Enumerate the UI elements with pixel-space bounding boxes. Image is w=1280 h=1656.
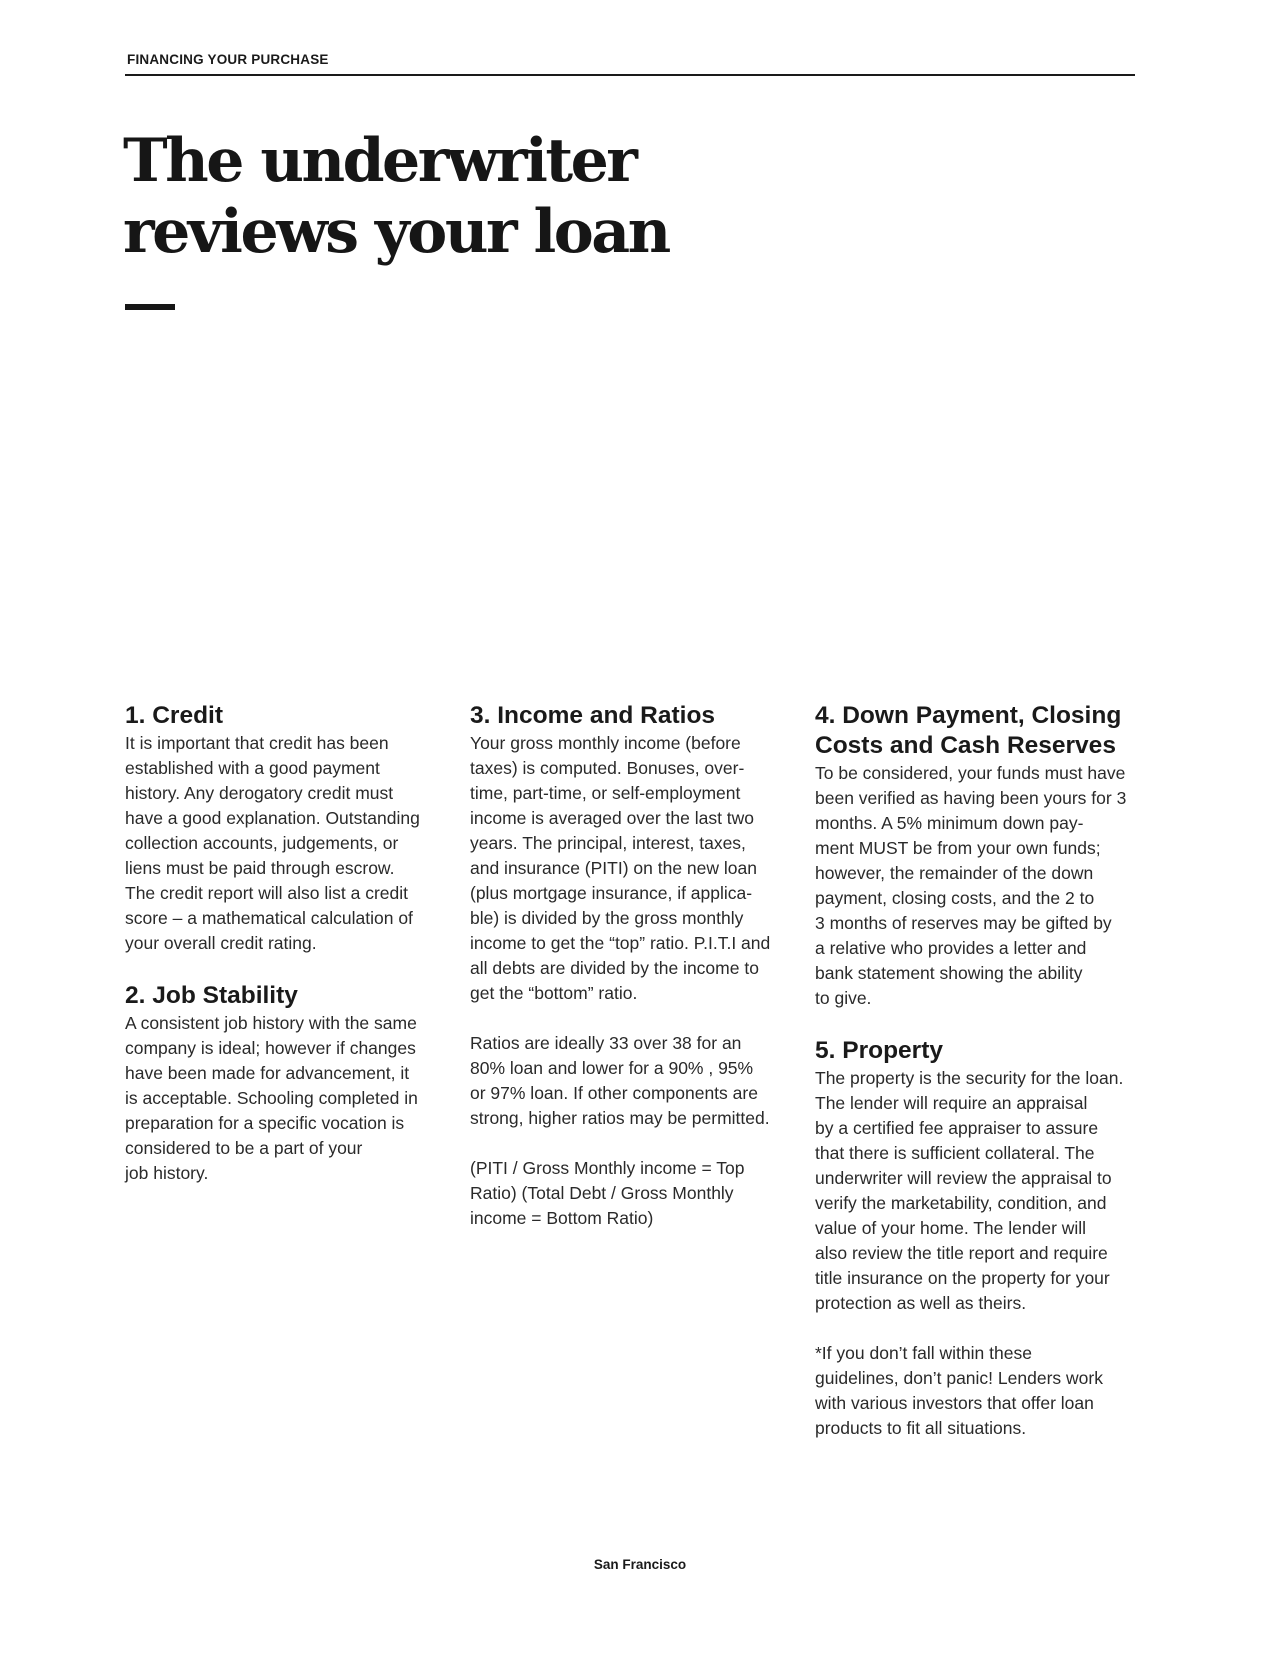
job-line: considered to be a part of your (125, 1138, 363, 1158)
guidelines-note (815, 1341, 1145, 1441)
ratios-line: 80% loan and lower for a 90% , 95% (470, 1058, 754, 1078)
credit-line: liens must be paid through escrow. (125, 858, 395, 878)
note-line: with various investors that offer loan (815, 1393, 1094, 1413)
header-rule (125, 74, 1135, 76)
credit-line: history. Any derogatory credit must (125, 783, 394, 803)
ratios-line: or 97% loan. If other components are (470, 1083, 758, 1103)
column-3 (815, 701, 1145, 1441)
property-line: also review the title report and require (815, 1243, 1108, 1263)
income-body (470, 731, 800, 1006)
down-payment-line: To be considered, your funds must have (815, 763, 1126, 783)
property-line: title insurance on the property for your (815, 1268, 1110, 1288)
income-line: and insurance (PITI) on the new loan (470, 858, 757, 878)
property-line: value of your home. The lender will (815, 1218, 1087, 1238)
property-line: The property is the security for the loan. (815, 1068, 1124, 1088)
income-line: years. The principal, interest, taxes, (470, 833, 746, 853)
note-line: guidelines, don’t panic! Lenders work (815, 1368, 1103, 1388)
property-heading: 5. Property (815, 1037, 943, 1064)
credit-body (125, 731, 455, 956)
down-payment-heading-line: 4. Down Payment, Closing (815, 702, 1122, 729)
note-line: *If you don’t fall within these (815, 1343, 1032, 1363)
down-payment-line: ment MUST be from your own funds; (815, 838, 1101, 858)
title-dash (125, 304, 175, 310)
ratio-formula (470, 1156, 800, 1231)
note-line: products to fit all situations. (815, 1418, 1027, 1438)
job-line: job history. (125, 1163, 209, 1183)
ratios-line: Ratios are ideally 33 over 38 for an (470, 1033, 742, 1053)
job-stability-body (125, 1011, 455, 1186)
property-line: underwriter will review the appraisal to (815, 1168, 1112, 1188)
property-line: by a certified fee appraiser to assure (815, 1118, 1099, 1138)
formula-line: income = Bottom Ratio) (470, 1208, 654, 1228)
down-payment-line: bank statement showing the ability (815, 963, 1083, 983)
income-line: income to get the “top” ratio. P.I.T.I and (470, 933, 771, 953)
job-line: preparation for a specific vocation is (125, 1113, 405, 1133)
job-stability-heading: 2. Job Stability (125, 982, 298, 1009)
job-line: have been made for advancement, it (125, 1063, 410, 1083)
income-line: income is averaged over the last two (470, 808, 755, 828)
down-payment-body (815, 761, 1145, 1011)
credit-line: have a good explanation. Outstanding (125, 808, 420, 828)
income-line: get the “bottom” ratio. (470, 983, 638, 1003)
down-payment-heading (815, 701, 1145, 761)
down-payment-line: however, the remainder of the down (815, 863, 1094, 883)
page-title-line-1: The underwriter (123, 126, 636, 196)
income-heading: 3. Income and Ratios (470, 702, 716, 729)
formula-line: Ratio) (Total Debt / Gross Monthly (470, 1183, 734, 1203)
income-line: ble) is divided by the gross monthly (470, 908, 744, 928)
down-payment-line: 3 months of reserves may be gifted by (815, 913, 1112, 933)
credit-line: It is important that credit has been (125, 733, 389, 753)
credit-line: The credit report will also list a credit (125, 883, 409, 903)
credit-line: collection accounts, judgements, or (125, 833, 399, 853)
section-label: FINANCING YOUR PURCHASE (127, 52, 329, 67)
page-title-line-2: reviews your loan (123, 197, 669, 267)
job-line: company is ideal; however if changes (125, 1038, 416, 1058)
income-line: time, part-time, or self-employment (470, 783, 741, 803)
property-body (815, 1066, 1145, 1316)
column-2 (470, 701, 800, 1231)
column-1 (125, 701, 455, 1186)
income-line: (plus mortgage insurance, if applica- (470, 883, 753, 903)
ratios-body (470, 1031, 800, 1131)
income-line: all debts are divided by the income to (470, 958, 759, 978)
credit-heading: 1. Credit (125, 702, 224, 729)
page-title (123, 126, 669, 268)
down-payment-line: been verified as having been yours for 3 (815, 788, 1127, 808)
property-line: verify the marketability, condition, and (815, 1193, 1107, 1213)
ratios-line: strong, higher ratios may be permitted. (470, 1108, 770, 1128)
down-payment-line: a relative who provides a letter and (815, 938, 1087, 958)
credit-line: score – a mathematical calculation of (125, 908, 413, 928)
income-line: Your gross monthly income (before (470, 733, 741, 753)
formula-line: (PITI / Gross Monthly income = Top (470, 1158, 745, 1178)
property-line: that there is sufficient collateral. The (815, 1143, 1095, 1163)
down-payment-heading-line: Costs and Cash Reserves (815, 732, 1116, 759)
property-line: The lender will require an appraisal (815, 1093, 1088, 1113)
down-payment-line: months. A 5% minimum down pay- (815, 813, 1084, 833)
property-line: protection as well as theirs. (815, 1293, 1027, 1313)
page-footer: San Francisco (593, 1557, 687, 1572)
credit-line: your overall credit rating. (125, 933, 317, 953)
job-line: A consistent job history with the same (125, 1013, 417, 1033)
income-line: taxes) is computed. Bonuses, over- (470, 758, 745, 778)
credit-line: established with a good payment (125, 758, 380, 778)
job-line: is acceptable. Schooling completed in (125, 1088, 418, 1108)
down-payment-line: payment, closing costs, and the 2 to (815, 888, 1095, 908)
down-payment-line: to give. (815, 988, 872, 1008)
